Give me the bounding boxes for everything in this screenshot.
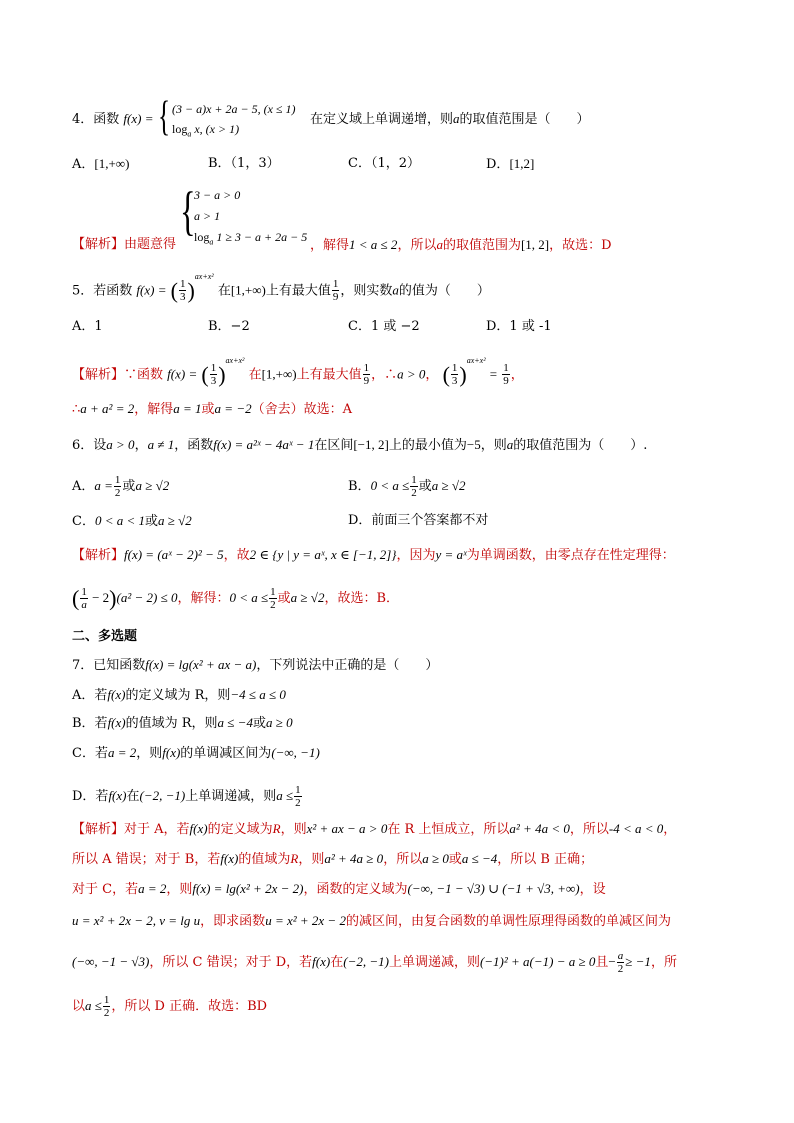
q5-analysis: 【解析】∵函数 f(x) = ( $\frac{1}{3}$ )$^{ax+x^2}$ 在[1,+∞)上有最大值 $\frac{1}{9}$ ，∴a > 0， ( $\frac{1}{3}$ )$^{ax+x^2}$ = $\frac{1}{9}$ ， — [72, 356, 524, 388]
q5-option-b: B．−2 — [208, 319, 250, 334]
q5-analysis-line2: ∴a + a² = 2，解得a = 1或a = −2（舍去）故选：A — [72, 401, 352, 417]
q4-option-a: A．[1,+∞) — [72, 156, 130, 172]
q7-option-d: D．若f(x)在(−2, −1)上单调递减，则a ≤ $\frac{1}{2}$ — [72, 784, 301, 809]
q4-option-b: B．（1，3） — [208, 156, 280, 171]
q4-analysis-brace: { — [180, 181, 196, 241]
q4-piecewise-case2: $\log_a x$, (x > 1) — [172, 122, 240, 139]
q6-option-a: A．a = $\frac{1}{2}$ 或a ≥ √2 — [72, 474, 170, 499]
q7-analysis-line2: 所以 A 错误；对于 B，若f(x)的值域为R，则a² + 4a ≥ 0，所以a ≥ 0或a ≤ −4，所以 B 正确； — [72, 851, 594, 867]
q6-stem: 6．设a > 0，a ≠ 1，函数f(x) = a²ˣ − 4aˣ − 1在区间[−1, 2]上的最小值为−5，则a的取值范围为（ ）. — [72, 437, 648, 453]
q4-stem-suffix: 在定义域上单调递增，则a的取值范围是（ ） — [310, 111, 590, 127]
q4-sys-line3: $\log_a 1 \ge 3 - a + 2a - 5$ — [194, 230, 308, 247]
q4-analysis-cont: ，解得1 < a ≤ 2，所以a的取值范围为[1, 2]，故选：D — [310, 237, 612, 253]
q4-sys-line1: 3 − a > 0 — [194, 188, 241, 202]
q6-option-b: B．0 < a ≤ $\frac{1}{2}$ 或a ≥ √2 — [348, 474, 466, 499]
q5-stem: 5．若函数 f(x) = ( $\frac{1}{3}$ )$^{ax+x^2}$ 在[1,+∞)上有最大值 $\frac{1}{9}$ ，则实数a的值为（ ） — [72, 272, 490, 304]
q4-option-d: D．[1,2] — [486, 156, 535, 172]
q4-analysis: 【解析】由题意得 — [72, 237, 177, 252]
section-title: 二、多选题 — [72, 629, 138, 644]
q7-stem: 7．已知函数f(x) = lg(x² + ax − a)，下列说法中正确的是（ ） — [72, 657, 439, 673]
q7-option-c: C．若a = 2，则f(x)的单调减区间为(−∞, −1) — [72, 745, 320, 761]
q7-analysis-line4: u = x² + 2x − 2, v = lg u，即求函数u = x² + 2x − 2的减区间，由复合函数的单调性原理得函数的单减区间为 — [72, 913, 671, 929]
q7-option-b: B．若f(x)的值域为 R，则a ≤ −4或a ≥ 0 — [72, 715, 293, 731]
q6-option-c: C．0 < a < 1或a ≥ √2 — [72, 513, 192, 529]
q5-option-c: C．1 或 −2 — [348, 319, 420, 334]
q6-option-d: D．前面三个答案都不对 — [348, 513, 489, 528]
q5-option-a: A．1 — [72, 319, 103, 334]
q6-analysis-line2: ( $\frac{1}{a}$ − 2)(a² − 2) ≤ 0，解得：0 < a ≤ $\frac{1}{2}$ 或a ≥ √2，故选：B． — [72, 585, 400, 611]
q7-analysis-line5: (−∞, −1 − √3)，所以 C 错误；对于 D，若f(x)在(−2, −1)上单调递减，则(−1)² + a(−1) − a ≥ 0且− $\frac{a}{2}$ ≥ −1，所 — [72, 950, 677, 975]
q7-analysis-line1: 【解析】对于 A，若f(x)的定义域为R，则x² + ax − a > 0在 R 上恒成立，所以a² + 4a < 0，所以-4 < a < 0， — [72, 821, 677, 837]
q5-option-d: D．1 或 -1 — [486, 319, 552, 334]
q4-piecewise-case1: (3 − a)x + 2a − 5, (x ≤ 1) — [172, 102, 296, 116]
q7-option-a: A．若f(x)的定义域为 R，则−4 ≤ a ≤ 0 — [72, 687, 286, 703]
q7-analysis-line6: 以a ≤ $\frac{1}{2}$ ，所以 D 正确．故选：BD — [72, 994, 268, 1019]
q6-analysis: 【解析】f(x) = (aˣ − 2)² − 5，故2 ∈ {y | y = aˣ, x ∈ [−1, 2]}，因为y = aˣ为单调函数，由零点存在性定理得： — [72, 547, 675, 563]
q4-option-c: C．（1，2） — [348, 156, 420, 171]
q4-stem: 4．函数 f(x) = — [72, 111, 154, 127]
q7-analysis-line3: 对于 C，若a = 2，则f(x) = lg(x² + 2x − 2)，函数的定义域为(−∞, −1 − √3) ∪ (−1 + √3, +∞)，设 — [72, 881, 606, 897]
q4-sys-line2: a > 1 — [194, 209, 221, 223]
q4-brace: { — [158, 94, 171, 140]
